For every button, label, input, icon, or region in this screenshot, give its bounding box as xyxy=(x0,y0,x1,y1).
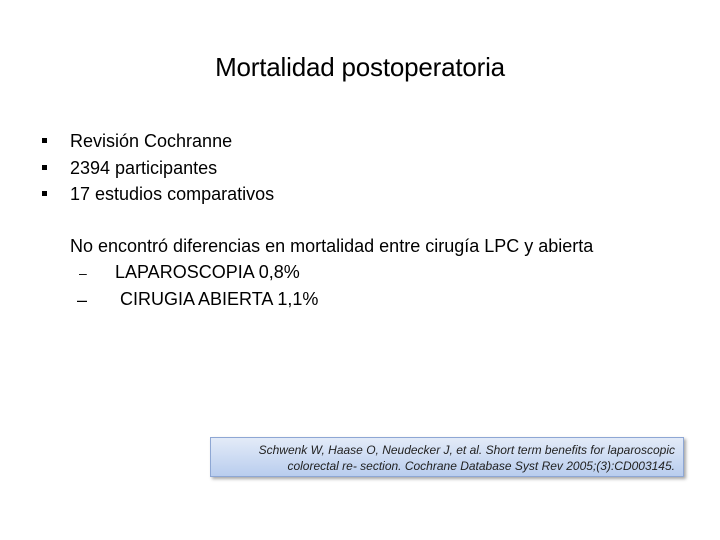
dash-marker: – xyxy=(79,265,87,281)
slide-title: Mortalidad postoperatoria xyxy=(215,52,505,82)
bullet-text: 2394 participantes xyxy=(70,157,218,178)
subitem-laparoscopia: LAPAROSCOPIA 0,8% xyxy=(115,262,300,282)
citation-box xyxy=(210,437,684,477)
subitem-cirugia-abierta: CIRUGIA ABIERTA 1,1% xyxy=(120,289,319,309)
citation-line-2: colorectal re- section. Cochrane Database Syst Rev 2005;(3):CD003145. xyxy=(287,459,675,473)
citation-line-1: Schwenk W, Haase O, Neudecker J, et al. Short term benefits for laparoscopic xyxy=(258,443,675,457)
bullet-text: 17 estudios comparativos xyxy=(70,184,275,204)
bullet-square-icon xyxy=(42,191,47,196)
bullet-square-icon xyxy=(42,138,47,143)
bullet-square-icon xyxy=(42,165,47,170)
dash-marker: – xyxy=(77,290,88,310)
bullet-text: Revisión Cochranne xyxy=(70,131,233,151)
finding-text: No encontró diferencias en mortalidad entre cirugía LPC y abierta xyxy=(70,236,594,256)
